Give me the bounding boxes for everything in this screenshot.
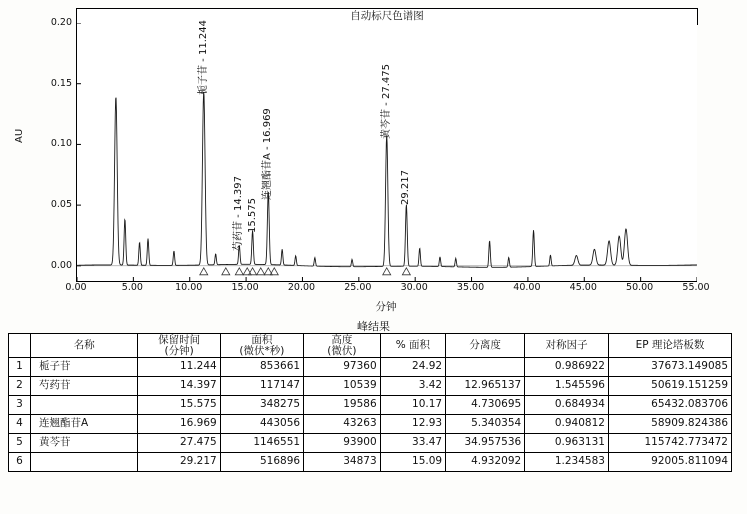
- x-axis-ticks: [65, 282, 710, 296]
- header-height-line2: (微伏): [327, 344, 357, 357]
- cell-area: 853661: [220, 358, 303, 377]
- peak-marker-triangle: [235, 268, 243, 275]
- cell-pct-area: 12.93: [380, 415, 445, 434]
- cell-name: [30, 453, 138, 472]
- cell-resolution: 12.965137: [446, 377, 525, 396]
- cell-area: 117147: [220, 377, 303, 396]
- cell-symmetry: 0.684934: [525, 396, 609, 415]
- cell-area: 516896: [220, 453, 303, 472]
- peak-annotation: 29.217: [400, 170, 412, 206]
- y-axis-ticks: [28, 17, 72, 281]
- cell-symmetry: 0.986922: [525, 358, 609, 377]
- x-tick-label: 40.00: [513, 282, 541, 293]
- y-tick-label: 0.15: [50, 77, 72, 89]
- cell-rt: 16.969: [138, 415, 220, 434]
- peak-marker-triangle: [257, 268, 265, 275]
- x-axis-label: 分钟: [375, 301, 397, 313]
- cell-height: 34873: [304, 453, 381, 472]
- table-row[interactable]: [9, 377, 732, 396]
- cell-symmetry: 1.234583: [525, 453, 609, 472]
- x-tick-label: 50.00: [626, 282, 654, 293]
- table-row[interactable]: [9, 358, 732, 377]
- peak-results-table: [8, 333, 732, 472]
- cell-area: 348275: [220, 396, 303, 415]
- x-tick-label: 5.00: [121, 282, 143, 293]
- cell-name: [30, 396, 138, 415]
- cell-symmetry: 1.545596: [525, 377, 609, 396]
- x-tick-label: 0.00: [65, 282, 87, 293]
- cell-resolution: 4.932092: [446, 453, 525, 472]
- table-row[interactable]: [9, 396, 732, 415]
- cell-rt: 15.575: [138, 396, 220, 415]
- cell-name: 连翘酯苷A: [30, 415, 138, 434]
- cell-pct-area: 3.42: [380, 377, 445, 396]
- cell-height: 43263: [304, 415, 381, 434]
- cell-height: 93900: [304, 434, 381, 453]
- cell-ep-plates: 115742.773472: [608, 434, 731, 453]
- peak-annotation: 芍药苷 - 14.397: [233, 176, 245, 252]
- x-tick-label: 55.00: [682, 282, 710, 293]
- cell-ep-plates: 65432.083706: [608, 396, 731, 415]
- cell-area: 1146551: [220, 434, 303, 453]
- peak-annotation: 黄芩苷 - 27.475: [380, 63, 392, 139]
- cell-rt: 14.397: [138, 377, 220, 396]
- cell-pct-area: 15.09: [380, 453, 445, 472]
- header-height: [304, 334, 381, 358]
- peak-marker-triangle: [243, 268, 251, 275]
- cell-name: 芍药苷: [30, 377, 138, 396]
- peak-marker-triangle: [383, 268, 391, 275]
- header-rt-line2: (分钟): [164, 344, 194, 357]
- header-resolution: 分离度: [446, 334, 525, 358]
- cell-resolution: 34.957536: [446, 434, 525, 453]
- y-tick-label: 0.05: [50, 199, 72, 211]
- peak-markers: [200, 268, 411, 275]
- header-area: [220, 334, 303, 358]
- header-retention-time: [138, 334, 220, 358]
- cell-symmetry: 0.963131: [525, 434, 609, 453]
- y-tick-label: 0.10: [50, 138, 72, 150]
- header-rt-line1: 保留时间: [158, 334, 201, 346]
- header-symmetry: 对称因子: [525, 334, 609, 358]
- chromatogram-chart: [8, 8, 739, 318]
- cell-resolution: [446, 358, 525, 377]
- header-index: [9, 334, 31, 358]
- y-tick-label: 0.20: [50, 17, 72, 28]
- x-tick-label: 10.00: [175, 282, 203, 293]
- cell-pct-area: 24.92: [380, 358, 445, 377]
- y-axis-label: AU: [14, 128, 25, 143]
- cell-ep-plates: 37673.149085: [608, 358, 731, 377]
- header-area-line1: 面积: [251, 334, 273, 346]
- table-body: [9, 358, 732, 472]
- header-ep-plates: EP 理论塔板数: [608, 334, 731, 358]
- cell-ep-plates: 50619.151259: [608, 377, 731, 396]
- header-percent-area: % 面积: [380, 334, 445, 358]
- x-tick-label: 20.00: [287, 282, 316, 293]
- table-row[interactable]: [9, 434, 732, 453]
- peak-marker-triangle: [200, 268, 208, 275]
- cell-pct-area: 33.47: [380, 434, 445, 453]
- cell-pct-area: 10.17: [380, 396, 445, 415]
- cell-ep-plates: 58909.824386: [608, 415, 731, 434]
- x-tick-label: 30.00: [400, 282, 428, 293]
- y-tick-label: 0.00: [50, 259, 72, 271]
- cell-rt: 11.244: [138, 358, 220, 377]
- plot-area: [76, 20, 697, 282]
- peak-marker-triangle: [222, 268, 230, 275]
- peak-marker-triangle: [249, 268, 257, 275]
- cell-index: 3: [9, 396, 31, 415]
- cell-name: 黄芩苷: [30, 434, 138, 453]
- x-tick-label: 45.00: [569, 282, 597, 293]
- x-tick-label: 35.00: [456, 282, 485, 293]
- cell-index: 6: [9, 453, 31, 472]
- cell-ep-plates: 92005.811094: [608, 453, 731, 472]
- cell-height: 19586: [304, 396, 381, 415]
- x-tick-label: 25.00: [344, 282, 372, 293]
- cell-index: 1: [9, 358, 31, 377]
- chart-title: 自动标尺色谱图: [76, 8, 698, 25]
- cell-index: 4: [9, 415, 31, 434]
- cell-height: 10539: [304, 377, 381, 396]
- peak-marker-triangle: [402, 268, 410, 275]
- cell-symmetry: 0.940812: [525, 415, 609, 434]
- peak-annotation: 栀子苷 - 11.244: [197, 20, 209, 96]
- table-header-row: [9, 334, 732, 358]
- cell-rt: 27.475: [138, 434, 220, 453]
- cell-area: 443056: [220, 415, 303, 434]
- cell-resolution: 4.730695: [446, 396, 525, 415]
- cell-name: 栀子苷: [30, 358, 138, 377]
- peak-annotation: 15.575: [246, 198, 258, 234]
- peak-annotation: 连翘酯苷A - 16.969: [262, 107, 274, 200]
- results-title: 峰结果: [357, 320, 390, 333]
- table-row[interactable]: [9, 453, 732, 472]
- header-area-line2: (微伏*秒): [239, 344, 285, 357]
- cell-height: 97360: [304, 358, 381, 377]
- header-height-line1: 高度: [331, 334, 353, 346]
- table-row[interactable]: [9, 415, 732, 434]
- header-name: 名称: [30, 334, 138, 358]
- cell-rt: 29.217: [138, 453, 220, 472]
- cell-index: 2: [9, 377, 31, 396]
- x-tick-label: 15.00: [231, 282, 259, 293]
- cell-index: 5: [9, 434, 31, 453]
- cell-resolution: 5.340354: [446, 415, 525, 434]
